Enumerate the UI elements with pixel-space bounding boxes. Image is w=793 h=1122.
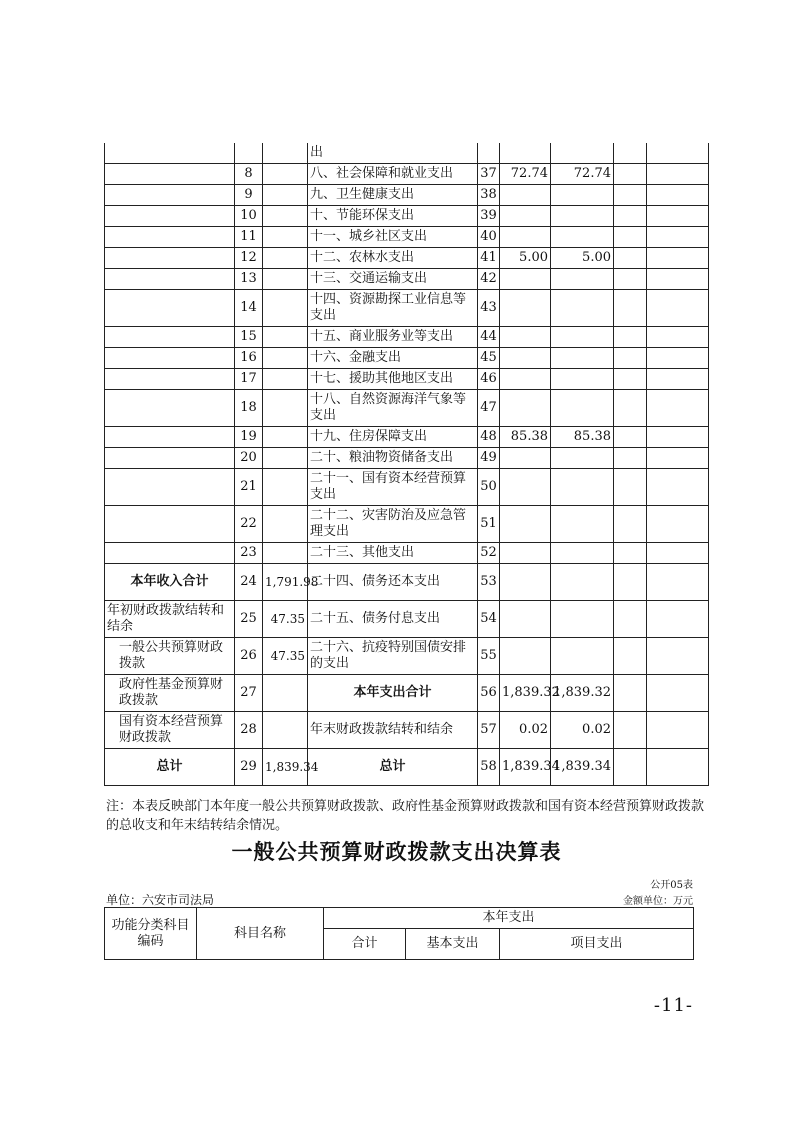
expense-item-cell: 十五、商业服务业等支出 xyxy=(308,327,478,348)
income-line-cell: 27 xyxy=(235,675,263,712)
income-item-cell xyxy=(105,369,235,390)
table-row xyxy=(105,206,709,227)
expense-fund-cell xyxy=(614,248,647,269)
income-line-cell: 9 xyxy=(235,185,263,206)
income-item-cell xyxy=(105,164,235,185)
table-row xyxy=(105,390,709,427)
header-project: 项目支出 xyxy=(500,929,694,960)
income-item-cell xyxy=(105,248,235,269)
income-item-cell xyxy=(105,448,235,469)
expense-state-capital-cell xyxy=(647,227,709,248)
expense-total-cell xyxy=(500,543,551,564)
expense-total-cell xyxy=(500,290,551,327)
page-number: -11- xyxy=(653,995,693,1016)
expense-state-capital-cell xyxy=(647,675,709,712)
expense-public-cell: 72.74 xyxy=(551,164,614,185)
expense-total-cell: 1,839.32 xyxy=(500,675,551,712)
expense-fund-cell xyxy=(614,143,647,164)
income-item-cell: 政府性基金预算财政拨款 xyxy=(105,675,235,712)
income-item-cell xyxy=(105,206,235,227)
table-row xyxy=(105,749,709,786)
table-row xyxy=(105,543,709,564)
income-line-cell: 21 xyxy=(235,469,263,506)
income-item-cell xyxy=(105,469,235,506)
expense-state-capital-cell xyxy=(647,248,709,269)
expense-state-capital-cell xyxy=(647,206,709,227)
expenditure-header-table xyxy=(104,907,694,960)
expense-item-cell: 二十四、债务还本支出 xyxy=(308,564,478,601)
expense-item-cell: 年末财政拨款结转和结余 xyxy=(308,712,478,749)
expense-state-capital-cell xyxy=(647,712,709,749)
income-item-cell xyxy=(105,269,235,290)
income-item-cell: 总计 xyxy=(105,749,235,786)
expense-total-cell xyxy=(500,564,551,601)
income-amount-cell: 47.35 xyxy=(263,638,308,675)
header-basic: 基本支出 xyxy=(406,929,500,960)
expense-item-cell: 十四、资源勘探工业信息等支出 xyxy=(308,290,478,327)
expense-total-cell xyxy=(500,348,551,369)
expense-public-cell xyxy=(551,290,614,327)
income-amount-cell: 47.35 xyxy=(263,601,308,638)
income-line-cell: 28 xyxy=(235,712,263,749)
expense-public-cell: 85.38 xyxy=(551,427,614,448)
expense-item-cell: 十、节能环保支出 xyxy=(308,206,478,227)
expense-total-cell xyxy=(500,369,551,390)
table-row xyxy=(105,248,709,269)
expense-item-cell: 十八、自然资源海洋气象等支出 xyxy=(308,390,478,427)
income-line-cell: 14 xyxy=(235,290,263,327)
income-amount-cell xyxy=(263,506,308,543)
expense-line-cell xyxy=(478,143,500,164)
expense-fund-cell xyxy=(614,712,647,749)
income-item-cell xyxy=(105,427,235,448)
expense-state-capital-cell xyxy=(647,143,709,164)
expense-total-cell xyxy=(500,469,551,506)
expense-fund-cell xyxy=(614,564,647,601)
table-row xyxy=(105,369,709,390)
expense-total-cell xyxy=(500,601,551,638)
expense-state-capital-cell xyxy=(647,390,709,427)
income-item-cell: 年初财政拨款结转和结余 xyxy=(105,601,235,638)
expense-state-capital-cell xyxy=(647,638,709,675)
expense-fund-cell xyxy=(614,675,647,712)
table-row xyxy=(105,269,709,290)
expense-line-cell: 47 xyxy=(478,390,500,427)
expense-fund-cell xyxy=(614,185,647,206)
expense-fund-cell xyxy=(614,290,647,327)
income-amount-cell xyxy=(263,206,308,227)
income-line-cell: 22 xyxy=(235,506,263,543)
expense-item-cell: 本年支出合计 xyxy=(308,675,478,712)
expense-total-cell xyxy=(500,227,551,248)
expense-line-cell: 52 xyxy=(478,543,500,564)
table-row xyxy=(105,675,709,712)
expense-line-cell: 41 xyxy=(478,248,500,269)
table-row xyxy=(105,427,709,448)
expense-total-cell: 5.00 xyxy=(500,248,551,269)
expense-state-capital-cell xyxy=(647,469,709,506)
income-amount-cell xyxy=(263,269,308,290)
expense-public-cell xyxy=(551,348,614,369)
expense-fund-cell xyxy=(614,227,647,248)
table-row xyxy=(105,712,709,749)
expense-line-cell: 44 xyxy=(478,327,500,348)
table-row xyxy=(105,290,709,327)
income-item-cell xyxy=(105,543,235,564)
income-item-cell xyxy=(105,327,235,348)
expense-item-cell: 十六、金融支出 xyxy=(308,348,478,369)
expense-state-capital-cell xyxy=(647,601,709,638)
expense-total-cell xyxy=(500,327,551,348)
income-amount-cell xyxy=(263,227,308,248)
expense-public-cell xyxy=(551,369,614,390)
expense-public-cell xyxy=(551,506,614,543)
expense-item-cell: 十九、住房保障支出 xyxy=(308,427,478,448)
expense-item-cell: 总计 xyxy=(308,749,478,786)
expense-fund-cell xyxy=(614,448,647,469)
income-amount-cell xyxy=(263,248,308,269)
expense-line-cell: 37 xyxy=(478,164,500,185)
table-row xyxy=(105,164,709,185)
expense-public-cell xyxy=(551,185,614,206)
income-item-cell xyxy=(105,227,235,248)
income-amount-cell: 1,791.98 xyxy=(263,564,308,601)
expense-line-cell: 56 xyxy=(478,675,500,712)
expense-line-cell: 40 xyxy=(478,227,500,248)
page-title: 一般公共预算财政拨款支出决算表 xyxy=(231,840,562,864)
income-amount-cell: 1,839.34 xyxy=(263,749,308,786)
income-amount-cell xyxy=(263,712,308,749)
income-amount-cell xyxy=(263,427,308,448)
income-item-cell xyxy=(105,506,235,543)
income-amount-cell xyxy=(263,185,308,206)
table-row xyxy=(105,564,709,601)
expense-line-cell: 53 xyxy=(478,564,500,601)
expense-total-cell xyxy=(500,638,551,675)
expense-public-cell xyxy=(551,601,614,638)
expense-public-cell: 1,839.32 xyxy=(551,675,614,712)
expense-state-capital-cell xyxy=(647,348,709,369)
expense-fund-cell xyxy=(614,638,647,675)
income-item-cell xyxy=(105,290,235,327)
expense-state-capital-cell xyxy=(647,427,709,448)
expense-public-cell xyxy=(551,227,614,248)
table-row xyxy=(105,348,709,369)
expense-item-cell: 十七、援助其他地区支出 xyxy=(308,369,478,390)
income-line-cell: 17 xyxy=(235,369,263,390)
income-line-cell: 20 xyxy=(235,448,263,469)
income-item-cell: 国有资本经营预算财政拨款 xyxy=(105,712,235,749)
income-amount-cell xyxy=(263,143,308,164)
expense-fund-cell xyxy=(614,269,647,290)
table-number: 公开05表 xyxy=(650,880,693,891)
expense-line-cell: 38 xyxy=(478,185,500,206)
income-amount-cell xyxy=(263,327,308,348)
header-year: 本年支出 xyxy=(324,908,694,929)
expense-total-cell xyxy=(500,448,551,469)
income-line-cell: 26 xyxy=(235,638,263,675)
expense-public-cell xyxy=(551,448,614,469)
income-line-cell: 16 xyxy=(235,348,263,369)
expense-public-cell xyxy=(551,143,614,164)
income-line-cell: 11 xyxy=(235,227,263,248)
income-amount-cell xyxy=(263,469,308,506)
header-code: 功能分类科目编码 xyxy=(105,908,197,960)
expense-public-cell xyxy=(551,390,614,427)
table-note: 注：本表反映部门本年度一般公共预算财政拨款、政府性基金预算财政拨款和国有资本经营预算财政拨款的总收支和年末结转结余情况。 xyxy=(106,799,705,833)
expense-total-cell xyxy=(500,390,551,427)
expense-total-cell: 85.38 xyxy=(500,427,551,448)
income-amount-cell xyxy=(263,164,308,185)
income-line-cell: 10 xyxy=(235,206,263,227)
expense-fund-cell xyxy=(614,369,647,390)
income-amount-cell xyxy=(263,369,308,390)
header-total: 合计 xyxy=(324,929,406,960)
income-amount-cell xyxy=(263,675,308,712)
expense-public-cell: 0.02 xyxy=(551,712,614,749)
expense-fund-cell xyxy=(614,327,647,348)
expense-item-cell: 二十五、债务付息支出 xyxy=(308,601,478,638)
table-row xyxy=(105,469,709,506)
expense-state-capital-cell xyxy=(647,369,709,390)
expense-line-cell: 48 xyxy=(478,427,500,448)
income-amount-cell xyxy=(263,390,308,427)
expense-item-cell: 十二、农林水支出 xyxy=(308,248,478,269)
expense-state-capital-cell xyxy=(647,269,709,290)
table-row xyxy=(105,227,709,248)
expense-line-cell: 51 xyxy=(478,506,500,543)
expense-total-cell xyxy=(500,185,551,206)
expense-item-cell: 十一、城乡社区支出 xyxy=(308,227,478,248)
income-item-cell xyxy=(105,185,235,206)
expense-line-cell: 42 xyxy=(478,269,500,290)
expense-public-cell xyxy=(551,543,614,564)
expense-fund-cell xyxy=(614,601,647,638)
expense-item-cell: 八、社会保障和就业支出 xyxy=(308,164,478,185)
income-line-cell: 8 xyxy=(235,164,263,185)
expense-public-cell: 1,839.34 xyxy=(551,749,614,786)
income-line-cell: 19 xyxy=(235,427,263,448)
expense-fund-cell xyxy=(614,348,647,369)
expense-state-capital-cell xyxy=(647,290,709,327)
expense-total-cell xyxy=(500,206,551,227)
income-item-cell: 一般公共预算财政拨款 xyxy=(105,638,235,675)
income-line-cell: 12 xyxy=(235,248,263,269)
expense-total-cell: 72.74 xyxy=(500,164,551,185)
expense-line-cell: 57 xyxy=(478,712,500,749)
expense-public-cell xyxy=(551,564,614,601)
expense-total-cell xyxy=(500,506,551,543)
table-row xyxy=(105,448,709,469)
currency-unit: 金额单位：万元 xyxy=(623,896,693,907)
expense-line-cell: 46 xyxy=(478,369,500,390)
expense-item-cell: 出 xyxy=(308,143,478,164)
expense-fund-cell xyxy=(614,469,647,506)
income-line-cell: 23 xyxy=(235,543,263,564)
expense-fund-cell xyxy=(614,749,647,786)
expense-state-capital-cell xyxy=(647,327,709,348)
expense-state-capital-cell xyxy=(647,749,709,786)
income-item-cell xyxy=(105,143,235,164)
income-amount-cell xyxy=(263,543,308,564)
expense-total-cell: 0.02 xyxy=(500,712,551,749)
header-name: 科目名称 xyxy=(197,908,324,960)
expense-line-cell: 54 xyxy=(478,601,500,638)
expense-line-cell: 39 xyxy=(478,206,500,227)
income-line-cell: 24 xyxy=(235,564,263,601)
expense-state-capital-cell xyxy=(647,448,709,469)
expense-public-cell xyxy=(551,206,614,227)
expense-item-cell: 二十六、抗疫特别国债安排的支出 xyxy=(308,638,478,675)
expense-fund-cell xyxy=(614,390,647,427)
expense-state-capital-cell xyxy=(647,564,709,601)
table-row xyxy=(105,638,709,675)
income-line-cell xyxy=(235,143,263,164)
expense-line-cell: 55 xyxy=(478,638,500,675)
expense-item-cell: 二十二、灾害防治及应急管理支出 xyxy=(308,506,478,543)
income-item-cell: 本年收入合计 xyxy=(105,564,235,601)
expense-state-capital-cell xyxy=(647,506,709,543)
table-row xyxy=(105,601,709,638)
table-row xyxy=(105,327,709,348)
expense-line-cell: 45 xyxy=(478,348,500,369)
expense-item-cell: 十三、交通运输支出 xyxy=(308,269,478,290)
table-row xyxy=(105,143,709,164)
expense-fund-cell xyxy=(614,506,647,543)
expense-item-cell: 九、卫生健康支出 xyxy=(308,185,478,206)
table-row xyxy=(105,185,709,206)
expense-line-cell: 49 xyxy=(478,448,500,469)
income-line-cell: 13 xyxy=(235,269,263,290)
expense-state-capital-cell xyxy=(647,543,709,564)
table-row xyxy=(105,506,709,543)
expense-public-cell xyxy=(551,469,614,506)
reporting-unit: 单位：六安市司法局 xyxy=(106,893,215,907)
expense-item-cell: 二十、粮油物资储备支出 xyxy=(308,448,478,469)
income-line-cell: 15 xyxy=(235,327,263,348)
income-item-cell xyxy=(105,390,235,427)
expense-state-capital-cell xyxy=(647,185,709,206)
expense-public-cell xyxy=(551,269,614,290)
expense-state-capital-cell xyxy=(647,164,709,185)
income-expenditure-table xyxy=(104,143,709,786)
expense-total-cell: 1,839.34 xyxy=(500,749,551,786)
income-line-cell: 29 xyxy=(235,749,263,786)
expense-fund-cell xyxy=(614,164,647,185)
expense-total-cell xyxy=(500,143,551,164)
expense-public-cell xyxy=(551,638,614,675)
expense-total-cell xyxy=(500,269,551,290)
income-line-cell: 18 xyxy=(235,390,263,427)
expense-item-cell: 二十一、国有资本经营预算支出 xyxy=(308,469,478,506)
expense-line-cell: 58 xyxy=(478,749,500,786)
income-amount-cell xyxy=(263,348,308,369)
expense-public-cell: 5.00 xyxy=(551,248,614,269)
expense-line-cell: 43 xyxy=(478,290,500,327)
expense-fund-cell xyxy=(614,427,647,448)
expense-fund-cell xyxy=(614,543,647,564)
expense-line-cell: 50 xyxy=(478,469,500,506)
income-line-cell: 25 xyxy=(235,601,263,638)
expense-item-cell: 二十三、其他支出 xyxy=(308,543,478,564)
expense-public-cell xyxy=(551,327,614,348)
income-amount-cell xyxy=(263,290,308,327)
income-item-cell xyxy=(105,348,235,369)
expense-fund-cell xyxy=(614,206,647,227)
income-amount-cell xyxy=(263,448,308,469)
